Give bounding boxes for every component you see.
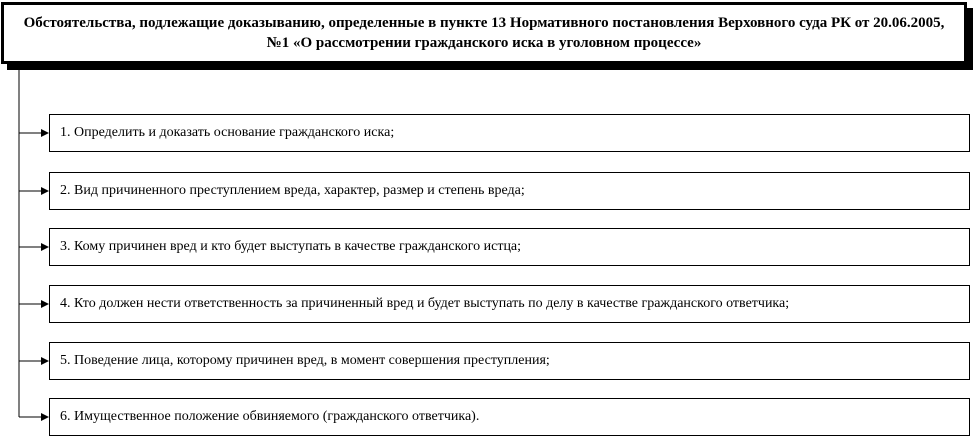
- diagram-title: Обстоятельства, подлежащие доказыванию, определенные в пункте 13 Нормативного постановления Верховного суда РК от 20.06.2005, №1 «О рассмотрении гражданского иска в уголовном процессе»: [23, 15, 945, 51]
- list-item-label: 5. Поведение лица, которому причинен вред, в момент совершения преступления;: [60, 353, 550, 368]
- list-item-label: 2. Вид причиненного преступлением вреда, характер, размер и степень вреда;: [60, 183, 525, 198]
- list-item-label: 3. Кому причинен вред и кто будет выступать в качестве гражданского истца;: [60, 239, 522, 254]
- header-box: [1, 2, 967, 64]
- branch-arrow-2: [19, 187, 49, 195]
- branch-arrow-6: [19, 413, 49, 421]
- branch-arrow-5: [19, 357, 49, 365]
- list-item-5: [49, 342, 970, 380]
- list-item-3: [49, 228, 970, 266]
- branch-arrow-1: [19, 129, 49, 137]
- branch-arrow-3: [19, 243, 49, 251]
- list-item-label: 1. Определить и доказать основание гражданского иска;: [60, 125, 395, 140]
- list-item-6: [49, 398, 970, 436]
- list-item-4: [49, 285, 970, 323]
- branch-arrow-4: [19, 300, 49, 308]
- list-item-label: 6. Имущественное положение обвиняемого (гражданского ответчика).: [60, 409, 480, 424]
- list-item-label: 4. Кто должен нести ответственность за причиненный вред и будет выступать по делу в качестве гражданского ответчика;: [60, 296, 790, 311]
- list-item-1: [49, 114, 970, 152]
- list-item-2: [49, 172, 970, 210]
